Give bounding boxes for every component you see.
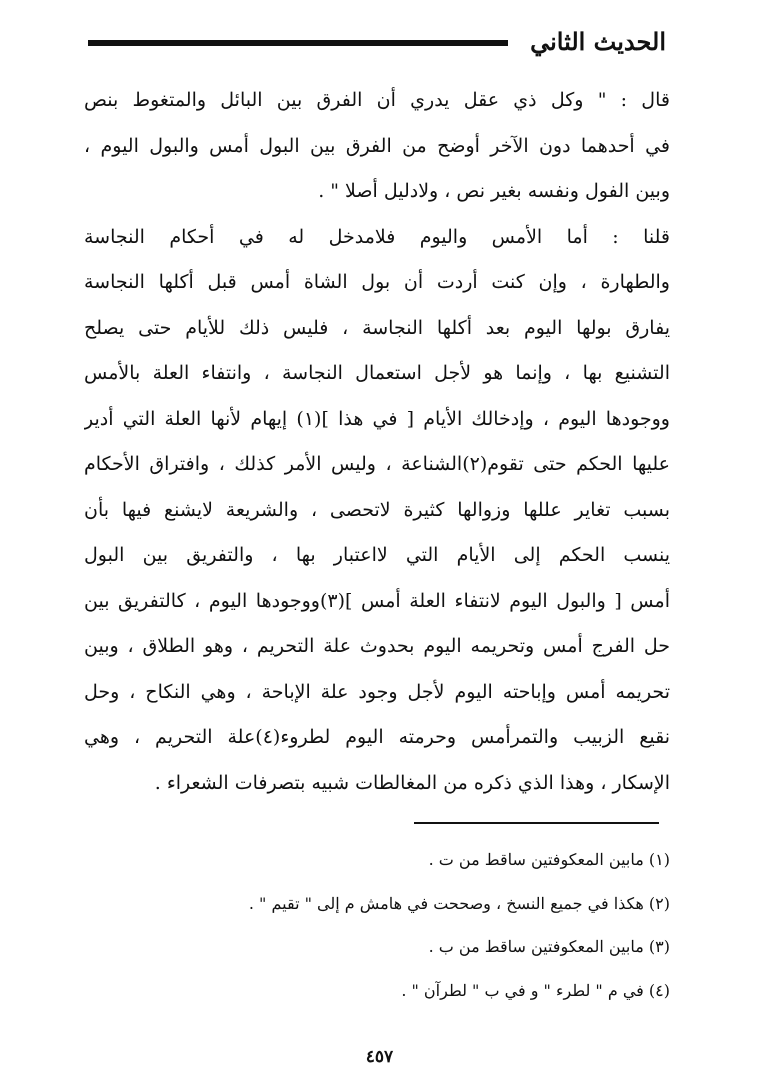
chapter-title: الحديث الثاني xyxy=(530,27,666,56)
text-line: تحريمه أمس وإباحته اليوم لأجل وجود علة الإباحة ، وهي النكاح ، وحل xyxy=(84,680,670,703)
footnotes xyxy=(140,838,670,1012)
footnote: (٤) في م " لطرء " و في ب " لطرآن " . xyxy=(401,980,670,1000)
running-header xyxy=(88,22,670,66)
text-line: ينسب الحكم إلى الأيام التي لااعتبار بها ، والتفريق بين البول xyxy=(84,544,670,566)
text-line: أمس [ والبول اليوم لانتفاء العلة أمس ](٣)ووجودها اليوم ، كالتفريق بين xyxy=(84,589,670,612)
text-line: قال : " وكل ذي عقل يدري أن الفرق بين البائل والمتغوط بنص xyxy=(84,89,670,111)
page-number: ٤٥٧ xyxy=(365,1047,394,1067)
text-line: عليها الحكم حتى تقوم(٢)الشناعة ، وليس الأمر كذلك ، وافتراق الأحكام xyxy=(84,453,670,475)
text-line: التشنيع بها ، وإنما هو لأجل استعمال النجاسة ، وانتفاء العلة بالأمس xyxy=(84,362,670,384)
footnote: (٣) مابين المعكوفتين ساقط من ب . xyxy=(428,937,670,956)
footnote: (٢) هكذا في جميع النسخ ، وصححت في هامش م إلى " تقيم " . xyxy=(248,893,670,913)
text-line: بسبب تغاير عللها وزوالها كثيرة لاتحصى ، والشريعة لايشنع فيها بأن xyxy=(84,498,670,521)
text-line: يفارق بولها اليوم بعد أكلها النجاسة ، فليس ذلك للأيام حتى يصلح xyxy=(84,316,670,339)
header-rule xyxy=(88,40,508,46)
text-line: ووجودها اليوم ، وإدخالك الأيام [ في هذا ](١) إيهام لأنها العلة التي أدير xyxy=(84,407,670,430)
main-text xyxy=(84,78,670,806)
text-line: في أحدهما دون الآخر أوضح من الفرق بين البول أمس والبول اليوم ، xyxy=(84,134,670,157)
text-line: حل الفرج أمس وتحريمه اليوم بحدوث علة التحريم ، وهو الطلاق ، وبين xyxy=(84,635,670,657)
text-line: وبين الفول ونفسه بغير نص ، ولادليل أصلا " . xyxy=(318,180,670,202)
text-line: نقيع الزبيب والتمرأمس وحرمته اليوم لطروء(٤)علة التحريم ، وهي xyxy=(84,726,670,748)
text-line: الإسكار ، وهذا الذي ذكره من المغالطات شبيه بتصرفات الشعراء . xyxy=(154,771,670,794)
text-line: قلنا : أما الأمس واليوم فلامدخل له في أحكام النجاسة xyxy=(84,225,670,248)
footnote-separator xyxy=(414,822,659,824)
text-line: والطهارة ، وإن كنت أردت أن بول الشاة أمس قبل أكلها النجاسة xyxy=(84,271,670,293)
footnote: (١) مابين المعكوفتين ساقط من ت . xyxy=(428,850,670,869)
